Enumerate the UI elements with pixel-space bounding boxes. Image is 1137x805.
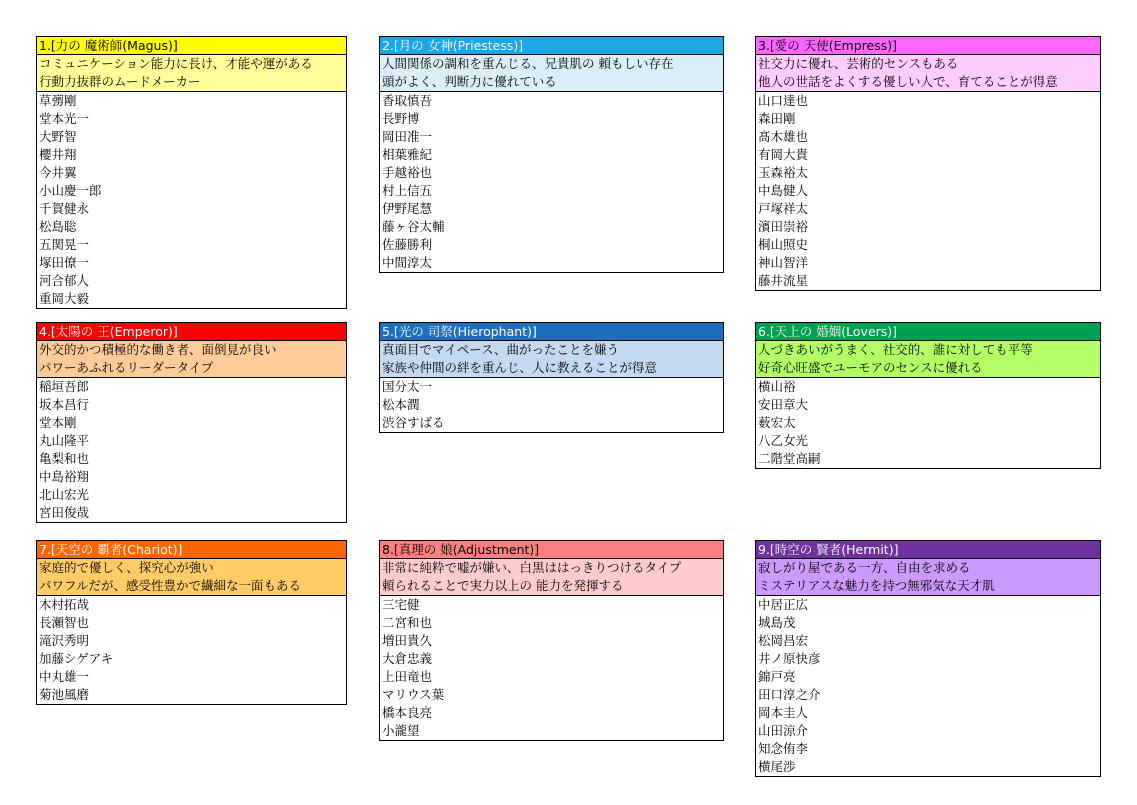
member-name: 松岡昌宏 — [758, 633, 809, 648]
member-list — [380, 378, 723, 432]
member-name: 戸塚祥太 — [758, 201, 809, 216]
member-list — [37, 378, 346, 522]
member-name: 三宅健 — [382, 597, 420, 612]
member-name: 神山智洋 — [758, 255, 809, 270]
member-name: 増田貴久 — [382, 633, 433, 648]
card-description — [380, 559, 723, 596]
description-line: 家族や仲間の絆を重んじ、人に教えることが得意 — [382, 360, 658, 375]
member-list — [756, 92, 1100, 290]
member-name: 松島聡 — [39, 219, 77, 234]
member-name: 坂本昌行 — [39, 397, 90, 412]
member-name: 北山宏光 — [39, 487, 90, 502]
card-description — [756, 341, 1100, 378]
member-name: 上田竜也 — [382, 669, 433, 684]
member-name: 横山裕 — [758, 379, 796, 394]
card-description — [380, 55, 723, 92]
description-line: 人間関係の調和を重んじる、兄貴肌の 頼もしい存在 — [382, 56, 674, 71]
description-line: パワーあふれるリーダータイプ — [39, 360, 214, 375]
card-title: 7.[天空の 覇者(Chariot)] — [37, 541, 346, 559]
card-description — [37, 559, 346, 596]
member-name: 中居正広 — [758, 597, 809, 612]
member-name: 重岡大毅 — [39, 291, 90, 306]
description-line: 頭がよく、判断力に優れている — [382, 74, 557, 89]
member-name: 塚田僚一 — [39, 255, 90, 270]
description-line: 他人の世話をよくする優しい人で、育てることが得意 — [758, 74, 1058, 89]
member-name: 城島茂 — [758, 615, 796, 630]
member-name: 中島裕翔 — [39, 469, 90, 484]
description-line: 真面目でマイペース、曲がったことを嫌う — [382, 342, 620, 357]
member-name: 小山慶一郎 — [39, 183, 102, 198]
member-name: 中島健人 — [758, 183, 809, 198]
member-name: 稲垣吾郎 — [39, 379, 90, 394]
member-name: マリウス葉 — [382, 687, 445, 702]
card-chariot — [36, 540, 347, 705]
member-name: 髙木雄也 — [758, 129, 809, 144]
member-name: 山田涼介 — [758, 723, 809, 738]
card-title: 3.[愛の 天使(Empress)] — [756, 37, 1100, 55]
member-name: 二宮和也 — [382, 615, 433, 630]
member-name: 丸山隆平 — [39, 433, 90, 448]
member-name: 中丸雄一 — [39, 669, 90, 684]
member-list — [380, 596, 723, 740]
member-name: 長野博 — [382, 111, 420, 126]
member-name: 濱田崇裕 — [758, 219, 809, 234]
member-name: 佐藤勝利 — [382, 237, 433, 252]
member-name: 岡田准一 — [382, 129, 433, 144]
member-name: 知念侑李 — [758, 741, 809, 756]
card-empress — [755, 36, 1101, 291]
description-line: パワフルだが、感受性豊かで繊細な一面もある — [39, 578, 302, 593]
description-line: 人づきあいがうまく、社交的、誰に対しても平等 — [758, 342, 1033, 357]
description-line: 家庭的で優しく、探究心が強い — [39, 560, 214, 575]
card-description — [37, 341, 346, 378]
card-title: 8.[真理の 娘(Adjustment)] — [380, 541, 723, 559]
member-name: 宮田俊哉 — [39, 505, 90, 520]
member-name: 有岡大貴 — [758, 147, 809, 162]
card-priestess — [379, 36, 724, 273]
member-name: 橋本良亮 — [382, 705, 433, 720]
member-name: 田口淳之介 — [758, 687, 821, 702]
card-lovers — [755, 322, 1101, 469]
member-name: 渋谷すばる — [382, 415, 445, 430]
description-line: 寂しがり屋である一方、自由を求める — [758, 560, 971, 575]
card-title: 6.[天上の 婚姻(Lovers)] — [756, 323, 1100, 341]
member-name: 伊野尾慧 — [382, 201, 433, 216]
card-title: 9.[時空の 賢者(Hermit)] — [756, 541, 1100, 559]
member-name: 今井翼 — [39, 165, 77, 180]
member-name: 香取慎吾 — [382, 93, 433, 108]
member-name: 大野智 — [39, 129, 77, 144]
member-name: 草彅剛 — [39, 93, 77, 108]
card-magus — [36, 36, 347, 309]
member-name: 堂本光一 — [39, 111, 90, 126]
card-description — [37, 55, 346, 92]
member-name: 薮宏太 — [758, 415, 796, 430]
member-name: 木村拓哉 — [39, 597, 90, 612]
member-list — [756, 596, 1100, 776]
member-name: 千賀健永 — [39, 201, 90, 216]
description-line: 非常に純粋で嘘が嫌い、白黒ははっきりつけるタイプ — [382, 560, 682, 575]
member-name: 山口達也 — [758, 93, 809, 108]
card-hermit — [755, 540, 1101, 777]
card-description — [756, 559, 1100, 596]
member-list — [756, 378, 1100, 468]
card-title: 4.[太陽の 王(Emperor)] — [37, 323, 346, 341]
member-list — [37, 596, 346, 704]
member-name: 手越裕也 — [382, 165, 433, 180]
description-line: 社交力に優れ、芸術的センスもある — [758, 56, 959, 71]
member-name: 森田剛 — [758, 111, 796, 126]
member-name: 藤ヶ谷太輔 — [382, 219, 445, 234]
member-name: 河合郁人 — [39, 273, 90, 288]
member-name: 国分太一 — [382, 379, 433, 394]
member-name: 玉森裕太 — [758, 165, 809, 180]
card-title: 2.[月の 女神(Priestess)] — [380, 37, 723, 55]
member-name: 井ノ原快彦 — [758, 651, 821, 666]
description-line: 好奇心旺盛でユーモアのセンスに優れる — [758, 360, 983, 375]
member-name: 二階堂高嗣 — [758, 451, 821, 466]
member-name: 村上信五 — [382, 183, 433, 198]
card-emperor — [36, 322, 347, 523]
member-name: 大倉忠義 — [382, 651, 433, 666]
member-name: 五関晃一 — [39, 237, 90, 252]
member-name: 櫻井翔 — [39, 147, 77, 162]
member-name: 中間淳太 — [382, 255, 433, 270]
member-name: 堂本剛 — [39, 415, 77, 430]
card-title: 5.[光の 司祭(Hierophant)] — [380, 323, 723, 341]
member-name: 八乙女光 — [758, 433, 809, 448]
description-line: 頼られることで実力以上の 能力を発揮する — [382, 578, 624, 593]
member-name: 安田章大 — [758, 397, 809, 412]
member-name: 藤井流星 — [758, 273, 809, 288]
member-name: 滝沢秀明 — [39, 633, 90, 648]
card-description — [380, 341, 723, 378]
member-list — [380, 92, 723, 272]
description-line: 外交的かつ積極的な働き者、面倒見が良い — [39, 342, 277, 357]
member-name: 横尾渉 — [758, 759, 796, 774]
member-list — [37, 92, 346, 308]
description-line: コミュニケーション能力に長け、才能や運がある — [39, 56, 313, 71]
description-line: 行動力抜群のムードメーカー — [39, 74, 201, 89]
member-name: 桐山照史 — [758, 237, 809, 252]
member-name: 相葉雅紀 — [382, 147, 433, 162]
card-hierophant — [379, 322, 724, 433]
member-name: 菊池風磨 — [39, 687, 90, 702]
member-name: 加藤シゲアキ — [39, 651, 114, 666]
member-name: 長瀬智也 — [39, 615, 90, 630]
member-name: 岡本圭人 — [758, 705, 809, 720]
member-name: 亀梨和也 — [39, 451, 90, 466]
member-name: 松本潤 — [382, 397, 420, 412]
card-adjustment — [379, 540, 724, 741]
card-title: 1.[力の 魔術師(Magus)] — [37, 37, 346, 55]
member-name: 錦戸亮 — [758, 669, 796, 684]
description-line: ミステリアスな魅力を持つ無邪気な天才肌 — [758, 578, 995, 593]
card-description — [756, 55, 1100, 92]
member-name: 小瀧望 — [382, 723, 420, 738]
